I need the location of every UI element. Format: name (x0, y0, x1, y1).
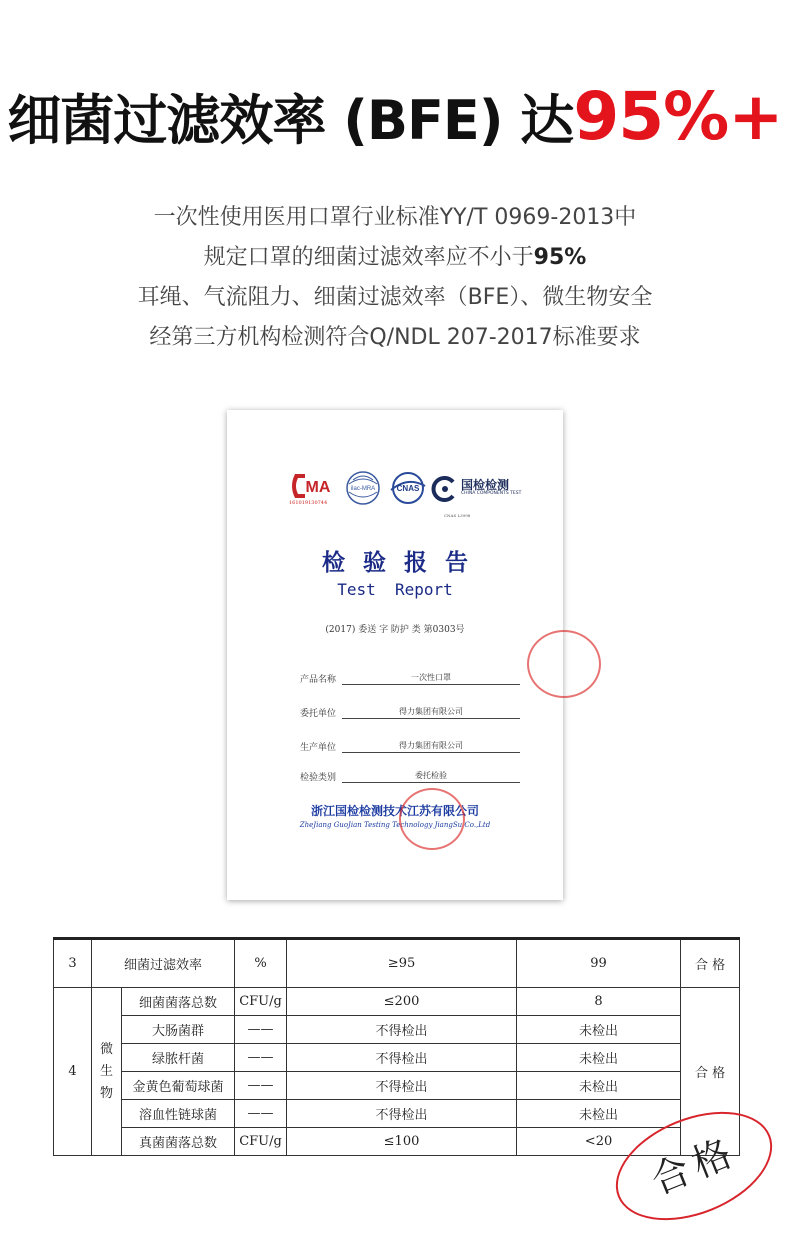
cell-result: 99 (517, 939, 681, 988)
results-table (53, 937, 740, 1156)
cell-standard: 不得检出 (287, 1044, 517, 1072)
field-label: 委托单位 (300, 709, 337, 719)
cell-standard: 不得检出 (287, 1072, 517, 1100)
ilac-mra-logo-icon (343, 470, 383, 506)
cell-no: 4 (54, 988, 92, 1156)
field-value: 一次性口罩 (342, 672, 520, 685)
intro-line-2-text: 规定口罩的细菌过滤效率应不小于 (203, 245, 534, 270)
cell-result: 未检出 (517, 1072, 681, 1100)
intro-line-3: 耳绳、气流阻力、细菌过滤效率（BFE）、微生物安全 (137, 285, 653, 310)
cell-standard: 不得检出 (287, 1100, 517, 1128)
cell-result: 8 (517, 988, 681, 1016)
cell-item: 大肠菌群 (122, 1016, 235, 1044)
field-test-type (300, 770, 530, 786)
cell-result: 未检出 (517, 1016, 681, 1044)
report-title-en: Test Report (337, 580, 453, 599)
cell-standard: 不得检出 (287, 1016, 517, 1044)
field-label: 生产单位 (300, 743, 337, 753)
report-title-cn: 检验报告 (322, 549, 486, 576)
page-headline (0, 78, 790, 155)
cell-item: 细菌菌落总数 (122, 988, 235, 1016)
cell-unit: —— (235, 1072, 287, 1100)
cell-item: 金黄色葡萄球菌 (122, 1072, 235, 1100)
svg-text:ilac-MRA: ilac-MRA (350, 486, 376, 492)
field-value: 得力集团有限公司 (342, 706, 520, 719)
cell-result: 未检出 (517, 1100, 681, 1128)
cell-unit: CFU/g (235, 1128, 287, 1156)
cnas-logo-icon (387, 470, 429, 506)
svg-text:MA: MA (305, 479, 331, 496)
headline-text: 细菌过滤效率 (BFE) 达 (7, 89, 574, 152)
table-row (54, 1072, 740, 1100)
testing-org-en: ZheJiang GuoJian Testing Technology JiangSu Co.,Ltd (299, 821, 491, 829)
red-seal-bottom (399, 788, 465, 850)
testing-org-cn: 浙江国检检测技术江苏有限公司 (310, 804, 479, 818)
cell-result: <20 (517, 1128, 681, 1156)
cell-item: 细菌过滤效率 (92, 939, 235, 988)
svg-text:CNAS: CNAS (396, 484, 420, 493)
pass-stamp-text: 合格 (644, 1129, 744, 1203)
field-client (300, 706, 530, 722)
intro-line-1: 一次性使用医用口罩行业标准YY/T 0969-2013中 (153, 205, 637, 230)
test-report-document (227, 410, 563, 900)
cnas-caption: CNAS L3998 (444, 513, 471, 518)
cell-no: 3 (54, 939, 92, 988)
headline-accent: 95%+ (573, 78, 783, 155)
cell-standard: ≥95 (287, 939, 517, 988)
intro-line-4: 经第三方机构检测符合Q/NDL 207-2017标准要求 (149, 325, 641, 350)
cell-group: 微 生 物 (92, 988, 122, 1156)
results-table-wrap (53, 937, 740, 1156)
cell-item: 溶血性链球菌 (122, 1100, 235, 1128)
table-row (54, 1044, 740, 1072)
guojian-logo (429, 474, 521, 504)
cell-verdict: 合 格 (681, 939, 740, 988)
cell-result: 未检出 (517, 1044, 681, 1072)
intro-line-2 (0, 238, 790, 278)
guojian-swoosh-icon (429, 474, 459, 504)
field-value: 得力集团有限公司 (342, 740, 520, 753)
guojian-name: 国检检测 (461, 478, 510, 492)
table-row (54, 1100, 740, 1128)
report-number: (2017) 委送 字 防护 类 第0303号 (325, 625, 465, 635)
field-label: 检验类别 (300, 773, 337, 783)
field-label: 产品名称 (300, 675, 337, 685)
table-row (54, 1016, 740, 1044)
table-row (54, 939, 740, 988)
cell-unit: % (235, 939, 287, 988)
cell-verdict: 合 格 (681, 988, 740, 1156)
intro-paragraph (0, 198, 790, 358)
cell-unit: —— (235, 1044, 287, 1072)
guojian-subtitle: CHINA COMPONENTS TEST (461, 491, 522, 496)
cell-unit: CFU/g (235, 988, 287, 1016)
cell-item: 真菌菌落总数 (122, 1128, 235, 1156)
cell-unit: —— (235, 1100, 287, 1128)
cell-item: 绿脓杆菌 (122, 1044, 235, 1072)
cell-standard: ≤100 (287, 1128, 517, 1156)
table-row (54, 988, 740, 1016)
certification-logos (289, 470, 522, 518)
cma-number: 161019130744 (289, 500, 328, 506)
intro-line-2-bold: 95% (533, 245, 587, 270)
field-product-name (300, 672, 530, 688)
cell-unit: —— (235, 1016, 287, 1044)
field-value: 委托检验 (342, 770, 520, 783)
field-manufacturer (300, 740, 530, 756)
cell-standard: ≤200 (287, 988, 517, 1016)
red-seal-side (527, 630, 601, 698)
